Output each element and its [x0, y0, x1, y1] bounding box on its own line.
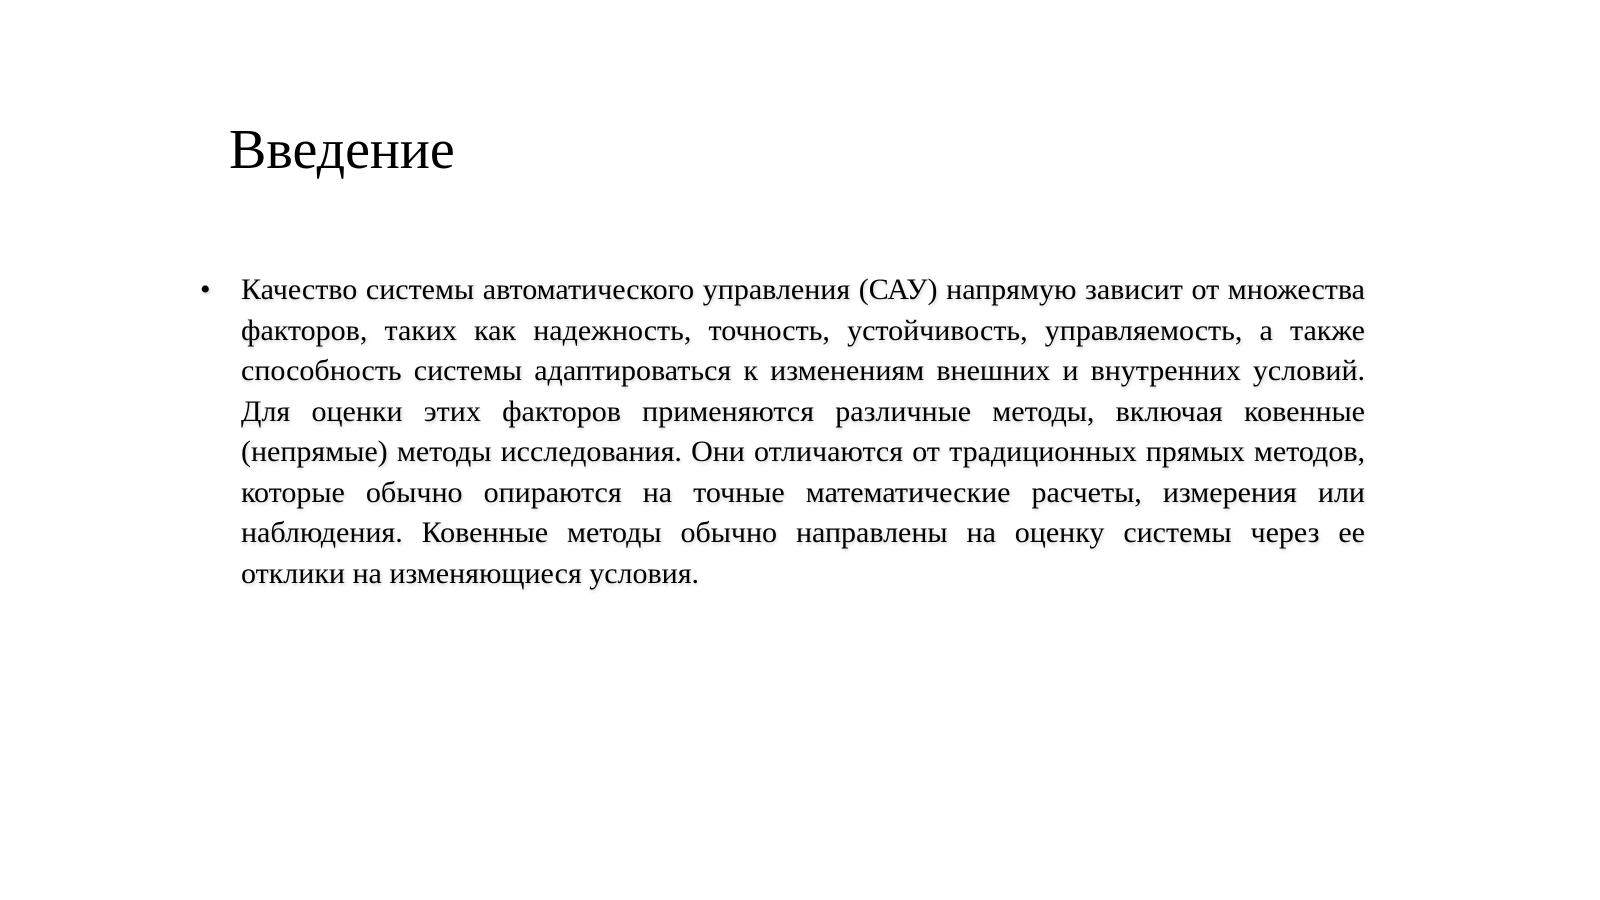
- slide-title: Введение: [229, 119, 455, 181]
- bullet-marker: •: [200, 273, 211, 306]
- bullet-item: [200, 270, 1365, 594]
- bullet-text: Качество системы автоматического управления (САУ) напрямую зависит от множества факторов, таких как надежность, точность, устойчивость, управляемость, а также способность системы адаптироваться к изменениям внешних и внутренних условий. Для оценки этих факторов применяются различные методы, включая ковенные (непрямые) методы исследования. Они отличаются от традиционных прямых методов, которые обычно опираются на точные математические расчеты, измерения или наблюдения. Ковенные методы обычно направлены на оценку системы через ее отклики на изменяющиеся условия.: [241, 273, 1365, 590]
- bullet-list: [200, 270, 1365, 594]
